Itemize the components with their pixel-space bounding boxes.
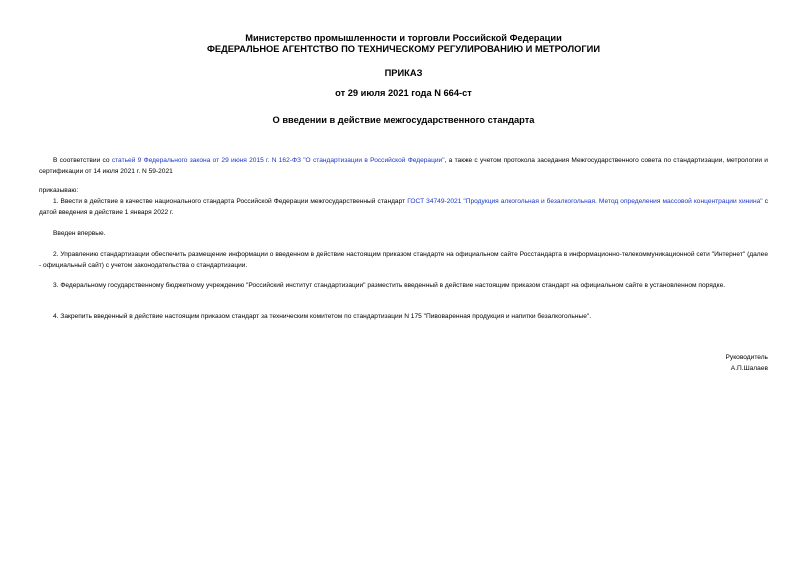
item-1-text-end: с датой введения в действие 1 января 2022 г.: [39, 198, 768, 216]
document-title: О введении в действие межгосударственного стандарта: [272, 115, 535, 125]
item-3-paragraph: 3. Федеральному государственному бюджетному учреждению "Российский институт стандартизации" разместить введенный в действие настоящим приказом стандарт на официальном сайте в установленном порядке.: [53, 282, 726, 289]
ministry-name: Министерство промышленности и торговли Российской Федерации: [245, 33, 562, 43]
item-4-paragraph: 4. Закрепить введенный в действие настоящим приказом стандарт за техническим комитетом по стандартизации N 175 "Пивоваренная продукция и напитки безалкогольные".: [53, 313, 592, 320]
gost-standard-link[interactable]: ГОСТ 34749-2021 "Продукция алкогольная и безалкогольная. Метод определения массовой концентрации хинина": [407, 198, 763, 205]
signatory-position: Руководитель: [725, 354, 768, 361]
agency-name: ФЕДЕРАЛЬНОЕ АГЕНТСТВО ПО ТЕХНИЧЕСКОМУ РЕГУЛИРОВАНИЮ И МЕТРОЛОГИИ: [206, 44, 601, 54]
federal-law-link[interactable]: статьей 9 Федерального закона от 29 июня 2015 г. N 162-ФЗ "О стандартизации в Российской Федерации": [111, 157, 445, 164]
introduced-first-note: Введен впервые.: [53, 230, 106, 237]
document-date: от 29 июля 2021 года N 664-ст: [335, 88, 472, 98]
signatory-name: А.П.Шалаев: [730, 365, 768, 372]
document-type: ПРИКАЗ: [384, 68, 423, 78]
order-word: приказываю:: [39, 187, 79, 194]
item-1-paragraph: [39, 196, 768, 218]
item-2-paragraph: 2. Управлению стандартизации обеспечить размещение информации о введенном в действие настоящим приказом стандарте на официальном сайте Росстандарта в информационно-телекоммуникационной сети "Интернет" (далее - официальный сайт) с учетом законодательства о стандартизации.: [39, 251, 768, 269]
intro-text-end: , а также с учетом протокола заседания Межгосударственного совета по стандартизации, метрологии и сертификации от 14 июля 2021 г. N 59-2021: [39, 157, 768, 175]
intro-text-start: В соответствии со: [53, 157, 112, 164]
intro-paragraph: [39, 155, 768, 177]
item-1-text-start: 1. Ввести в действие в качестве национального стандарта Российской Федерации межгосударственный стандарт: [53, 198, 408, 205]
